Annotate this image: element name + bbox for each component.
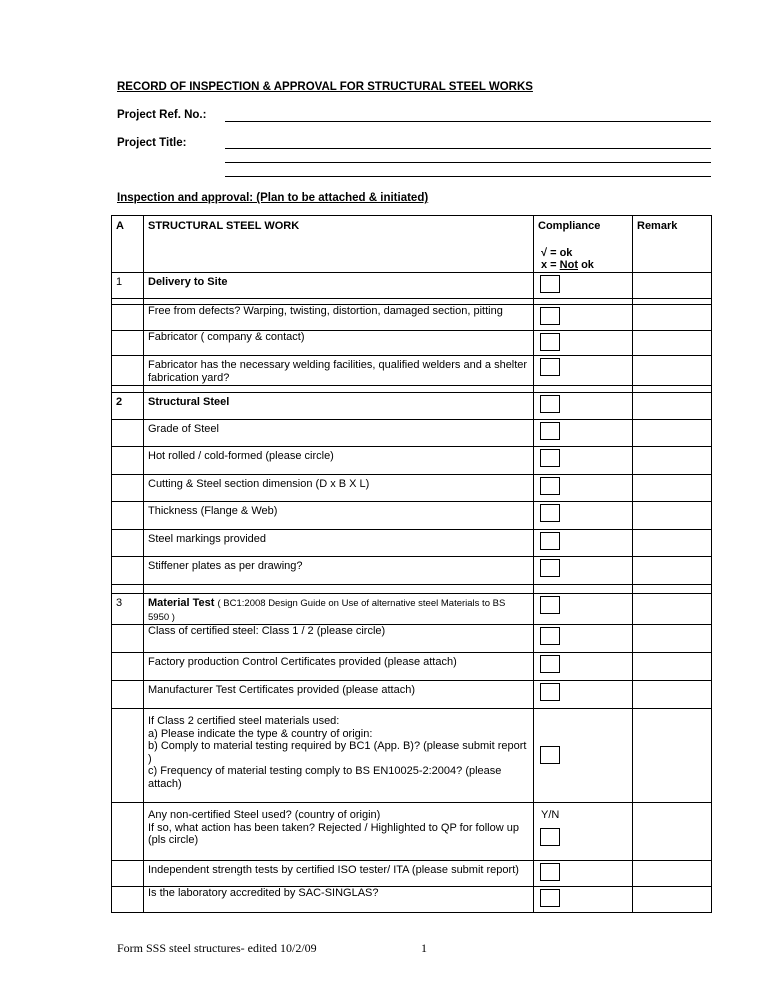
noncert-line: If so, what action has been taken? Rejected / Highlighted to QP for follow up (pls circle): [148, 821, 519, 846]
table-row: [112, 420, 712, 447]
footer-page-number: 1: [421, 941, 427, 955]
remark-cell[interactable]: [633, 625, 712, 653]
footer-form-name: Form SSS steel structures- edited 10/2/09: [117, 941, 317, 955]
remark-cell[interactable]: [633, 653, 712, 681]
class2-line: c) Frequency of material testing comply to BS EN10025-2:2004? (please attach): [148, 765, 502, 790]
class2-line: b) Comply to material testing required by BC1 (App. B)? (please submit report ): [148, 740, 527, 765]
compliance-checkbox[interactable]: [540, 746, 560, 764]
compliance-cell: [534, 475, 633, 502]
compliance-checkbox[interactable]: [540, 532, 560, 550]
legend-ok: √ = ok: [541, 246, 573, 259]
table-header-row: [112, 216, 712, 273]
table-row: [112, 625, 712, 653]
compliance-checkbox[interactable]: [540, 863, 560, 881]
remark-cell[interactable]: [633, 447, 712, 475]
section-number: 1: [112, 273, 144, 299]
compliance-checkbox[interactable]: [540, 307, 560, 325]
table-row: [112, 709, 712, 803]
compliance-cell: [534, 681, 633, 709]
section-heading: Inspection and approval: (Plan to be attached & initiated): [117, 192, 429, 204]
class2-line: If Class 2 certified steel materials used:: [148, 715, 340, 727]
item-text: Factory production Control Certificates provided (please attach): [144, 653, 534, 681]
compliance-cell: [534, 625, 633, 653]
compliance-checkbox[interactable]: [540, 828, 560, 846]
project-title-label: Project Title:: [117, 137, 187, 149]
item-text: Class of certified steel: Class 1 / 2 (please circle): [144, 625, 534, 653]
noncert-block: [144, 803, 534, 861]
remark-cell[interactable]: [633, 557, 712, 585]
table-row: [112, 803, 712, 861]
compliance-cell: [534, 331, 633, 356]
compliance-checkbox[interactable]: [540, 275, 560, 293]
table-row: [112, 356, 712, 386]
compliance-checkbox[interactable]: [540, 395, 560, 413]
compliance-cell: [534, 420, 633, 447]
legend-not-ok: x = Not ok: [541, 259, 594, 271]
item-text: Steel markings provided: [144, 530, 534, 557]
table-row: [112, 887, 712, 913]
item-text: Thickness (Flange & Web): [144, 502, 534, 530]
item-text: Manufacturer Test Certificates provided (please attach): [144, 681, 534, 709]
noncert-line: Any non-certified Steel used? (country of origin): [148, 809, 381, 821]
inspection-table: [111, 215, 712, 913]
item-text: Grade of Steel: [144, 420, 534, 447]
item-text: Fabricator has the necessary welding facilities, qualified welders and a shelter fabrication yard?: [144, 356, 534, 386]
remark-cell[interactable]: [633, 356, 712, 386]
section-heading-delivery: Delivery to Site: [144, 273, 534, 299]
item-text: Independent strength tests by certified ISO tester/ ITA (please submit report): [144, 861, 534, 887]
section-number: 3: [112, 594, 144, 625]
table-row: [112, 861, 712, 887]
project-title-field-line-1[interactable]: [225, 148, 711, 149]
project-ref-label: Project Ref. No.:: [117, 109, 207, 121]
compliance-checkbox[interactable]: [540, 596, 560, 614]
remark-cell[interactable]: [633, 709, 712, 803]
compliance-cell: [534, 803, 633, 861]
compliance-checkbox[interactable]: [540, 422, 560, 440]
compliance-checkbox[interactable]: [540, 449, 560, 467]
compliance-label: Compliance: [538, 220, 601, 232]
table-row: [112, 393, 712, 420]
compliance-cell: [534, 653, 633, 681]
remark-cell[interactable]: [633, 887, 712, 913]
compliance-cell: [534, 447, 633, 475]
table-row: [112, 653, 712, 681]
remark-cell[interactable]: [633, 475, 712, 502]
compliance-cell: [534, 557, 633, 585]
compliance-cell: [534, 887, 633, 913]
document-title: RECORD OF INSPECTION & APPROVAL FOR STRUCTURAL STEEL WORKS: [117, 81, 533, 93]
table-row: [112, 331, 712, 356]
compliance-checkbox[interactable]: [540, 889, 560, 907]
table-row: [112, 557, 712, 585]
section-heading-material-test: Material Test ( BC1:2008 Design Guide on Use of alternative steel Materials to BS 5950 ): [144, 594, 534, 625]
compliance-cell: [534, 273, 633, 299]
item-text: Hot rolled / cold-formed (please circle): [144, 447, 534, 475]
spacer-row: [112, 386, 712, 393]
remark-cell[interactable]: [633, 861, 712, 887]
remark-cell[interactable]: [633, 594, 712, 625]
compliance-checkbox[interactable]: [540, 333, 560, 351]
compliance-checkbox[interactable]: [540, 504, 560, 522]
item-text: Stiffener plates as per drawing?: [144, 557, 534, 585]
compliance-checkbox[interactable]: [540, 358, 560, 376]
remark-cell[interactable]: [633, 420, 712, 447]
compliance-checkbox[interactable]: [540, 655, 560, 673]
item-text: Is the laboratory accredited by SAC-SINGLAS?: [144, 887, 534, 913]
remark-cell[interactable]: [633, 681, 712, 709]
compliance-cell: [534, 594, 633, 625]
spacer-row: [112, 585, 712, 594]
remark-cell[interactable]: [633, 502, 712, 530]
col-work-header: STRUCTURAL STEEL WORK: [144, 216, 534, 273]
remark-cell[interactable]: [633, 530, 712, 557]
compliance-cell: [534, 502, 633, 530]
compliance-checkbox[interactable]: [540, 627, 560, 645]
remark-cell[interactable]: [633, 273, 712, 299]
table-row: [112, 502, 712, 530]
project-ref-field[interactable]: [225, 121, 711, 122]
item-text: Free from defects? Warping, twisting, distortion, damaged section, pitting: [144, 305, 534, 331]
class2-line: a) Please indicate the type & country of origin:: [148, 727, 373, 740]
table-row: [112, 475, 712, 502]
item-text: Cutting & Steel section dimension (D x B X L): [144, 475, 534, 502]
compliance-checkbox[interactable]: [540, 559, 560, 577]
compliance-cell: [534, 393, 633, 420]
compliance-checkbox[interactable]: [540, 683, 560, 701]
remark-cell[interactable]: [633, 331, 712, 356]
compliance-cell: [534, 709, 633, 803]
remark-cell[interactable]: [633, 393, 712, 420]
section-number: 2: [112, 393, 144, 420]
item-text: Fabricator ( company & contact): [144, 331, 534, 356]
col-a-header: A: [112, 216, 144, 273]
table-row: [112, 530, 712, 557]
section-heading-structural-steel: Structural Steel: [144, 393, 534, 420]
compliance-cell: [534, 356, 633, 386]
table-row: [112, 305, 712, 331]
project-title-field-line-3[interactable]: [225, 176, 711, 177]
compliance-cell: [534, 530, 633, 557]
compliance-cell: [534, 861, 633, 887]
col-remark-header: Remark: [633, 216, 712, 273]
compliance-checkbox[interactable]: [540, 477, 560, 495]
remark-cell[interactable]: [633, 803, 712, 861]
compliance-cell: [534, 305, 633, 331]
class2-block: [144, 709, 534, 803]
remark-cell[interactable]: [633, 305, 712, 331]
col-compliance-header: [534, 216, 633, 273]
table-row: [112, 594, 712, 625]
table-row: [112, 273, 712, 299]
yes-no-label: Y/N: [541, 809, 560, 821]
project-title-field-line-2[interactable]: [225, 162, 711, 163]
table-row: [112, 447, 712, 475]
table-row: [112, 681, 712, 709]
